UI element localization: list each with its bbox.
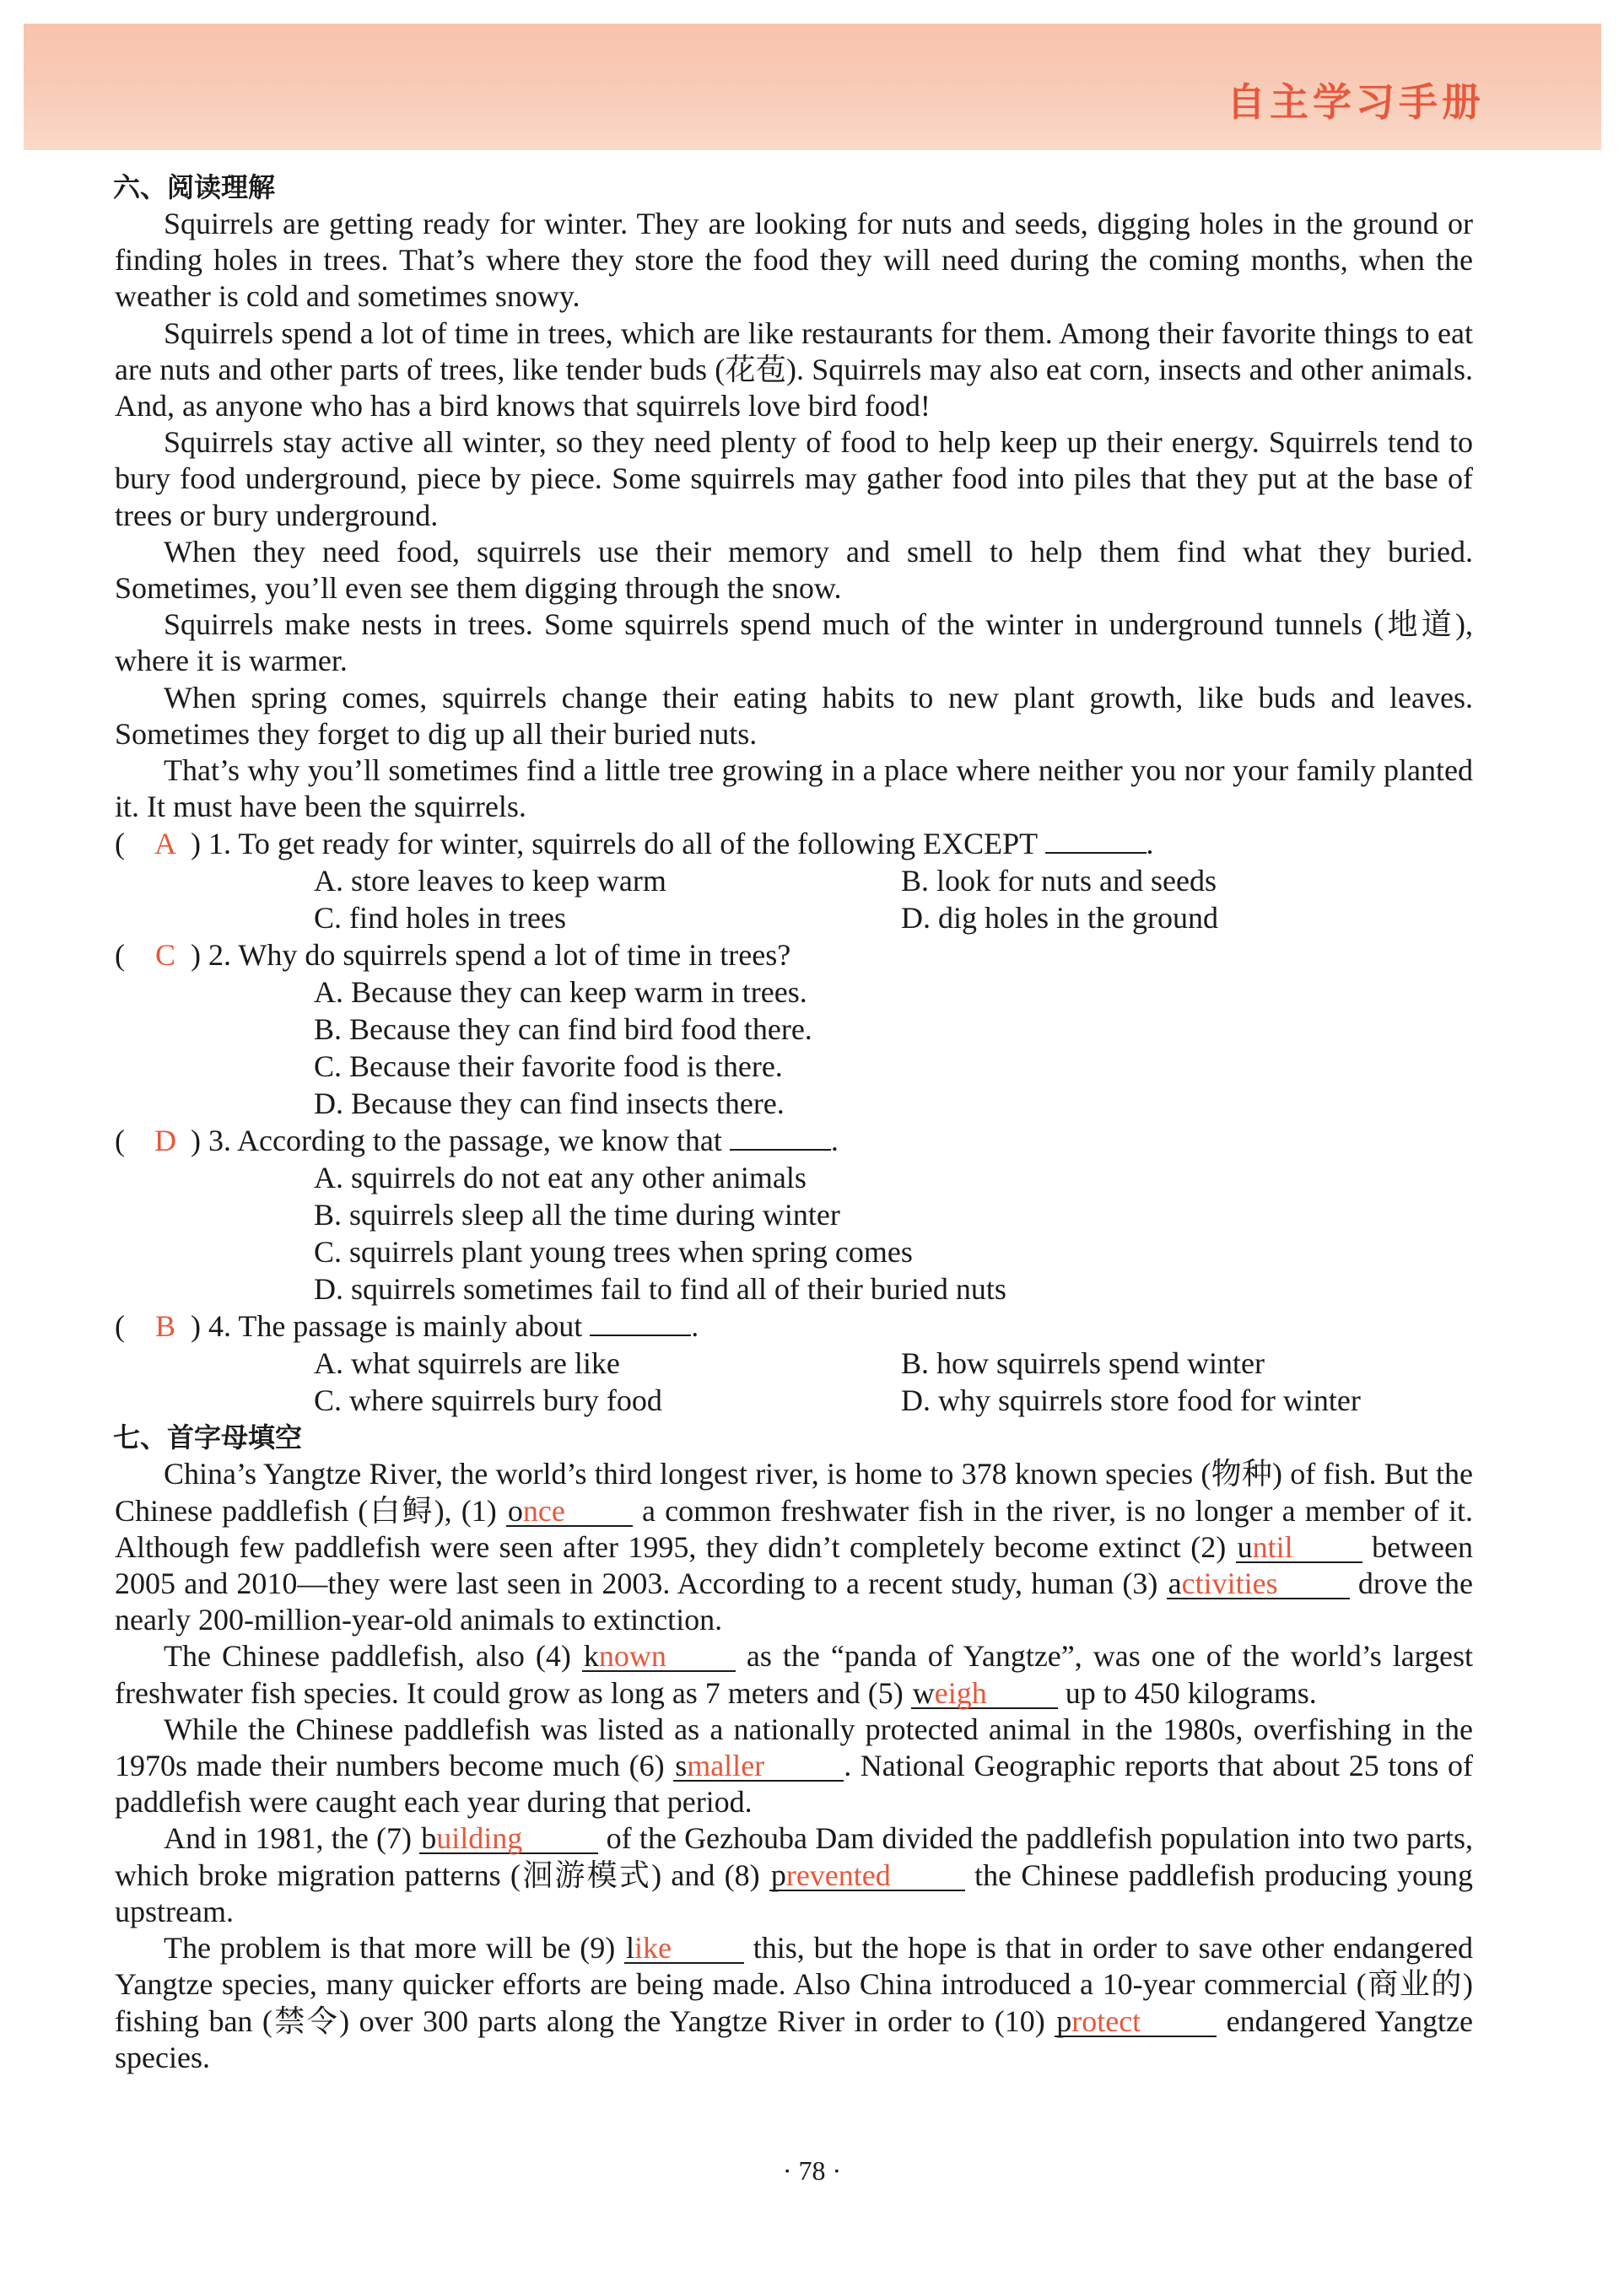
reading-passage bbox=[115, 206, 1473, 825]
fill-blank-5 bbox=[911, 1675, 1058, 1710]
blank-initial: p bbox=[770, 1858, 786, 1892]
cloze-paragraph bbox=[115, 1456, 1473, 1638]
text-run: And in 1981, the (7) bbox=[164, 1821, 420, 1856]
blank-answer: uilding bbox=[436, 1821, 523, 1856]
answer-letter: D bbox=[154, 1124, 176, 1158]
page-content bbox=[115, 169, 1473, 2076]
open-paren: ( bbox=[115, 827, 125, 861]
blank-answer: ctivities bbox=[1181, 1567, 1278, 1601]
blank-initial: k bbox=[583, 1639, 599, 1674]
section-reading-title: 六、阅读理解 bbox=[113, 171, 276, 203]
answer-letter: B bbox=[154, 1309, 175, 1344]
header-title: 自主学习手册 bbox=[1227, 79, 1485, 125]
text-run: China’s Yangtze River, the world’s third longest river, is home to 378 known species (物种) of fish. But the Chinese paddlefish (白鲟), (1) bbox=[115, 1457, 1473, 1528]
option-c: C. Because their favorite food is there. bbox=[314, 1049, 783, 1084]
options-row bbox=[115, 1048, 1473, 1085]
question-1 bbox=[115, 825, 1473, 862]
question-4 bbox=[115, 1308, 1473, 1345]
text-run: drove the nearly 200-million-year-old animals to extinction. bbox=[115, 1567, 1474, 1637]
options-row bbox=[115, 1196, 1473, 1233]
text-run: The Chinese paddlefish, also (4) bbox=[164, 1639, 582, 1674]
blank-initial: u bbox=[1237, 1529, 1253, 1564]
answer-letter: A bbox=[154, 827, 176, 861]
question-2 bbox=[115, 936, 1473, 973]
passage-paragraph: That’s why you’ll sometimes find a little tree growing in a place where neither you nor your family planted it. It must have been the squirrels. bbox=[115, 753, 1473, 824]
open-paren: ( bbox=[115, 1124, 125, 1158]
blank-answer: revented bbox=[785, 1858, 891, 1892]
question-suffix: . bbox=[691, 1309, 699, 1344]
cloze-passage bbox=[115, 1456, 1473, 2075]
option-d: D. Because they can find insects there. bbox=[314, 1087, 785, 1121]
text-run: The problem is that more will be (9) bbox=[164, 1931, 625, 1966]
option-a: A. store leaves to keep warm bbox=[314, 864, 666, 898]
fill-blank-10 bbox=[1055, 2003, 1217, 2038]
answer-letter: C bbox=[154, 938, 175, 973]
options-row bbox=[115, 1085, 1473, 1122]
cloze-paragraph bbox=[115, 1638, 1473, 1711]
text-run: between 2005 and 2010—they were last seen in 2003. According to a recent study, human (3) bbox=[115, 1529, 1473, 1601]
option-c: C. squirrels plant young trees when spring comes bbox=[314, 1235, 913, 1270]
option-b: B. look for nuts and seeds bbox=[901, 864, 1217, 898]
question-suffix: . bbox=[830, 1124, 839, 1158]
passage-paragraph: When they need food, squirrels use their memory and smell to help them find what they buried. Sometimes, you’ll even see them digging through the snow. bbox=[115, 534, 1473, 606]
fill-blank-8 bbox=[769, 1858, 965, 1892]
option-a: A. squirrels do not eat any other animals bbox=[314, 1161, 807, 1195]
text-run: up to 450 kilograms. bbox=[1057, 1675, 1317, 1710]
option-c: C. find holes in trees bbox=[314, 901, 566, 936]
blank-initial: l bbox=[626, 1931, 635, 1966]
options-row bbox=[115, 1270, 1473, 1308]
option-d: D. why squirrels store food for winter bbox=[901, 1383, 1361, 1418]
option-a: A. Because they can keep warm in trees. bbox=[314, 975, 807, 1010]
text-run: While the Chinese paddlefish was listed as a nationally protected animal in the 1980s, overfishing in the 1970s made their numbers become much (6) bbox=[115, 1712, 1473, 1783]
question-3 bbox=[115, 1122, 1473, 1159]
text-run: this, but the hope is that in order to save other endangered Yangtze species, many quicker efforts are being made. Also China introduced a 10-year commercial (商业的) fishing ban (禁令) over 300 parts along the Yangtze River in order to (10) bbox=[115, 1931, 1473, 2038]
blank-answer: rotect bbox=[1071, 2003, 1141, 2038]
open-paren: ( bbox=[115, 1309, 125, 1344]
option-b: B. Because they can find bird food there. bbox=[314, 1012, 812, 1047]
open-paren: ( bbox=[115, 938, 125, 973]
answer-blank bbox=[1045, 828, 1147, 854]
options-row bbox=[115, 1382, 1473, 1419]
text-run: a common freshwater fish in the river, is no longer a member of it. Although few paddlefish were seen after 1995, they didn’t completely become extinct (2) bbox=[115, 1493, 1473, 1564]
text-run: . National Geographic reports that about 25 tons of paddlefish were caught each year during that period. bbox=[115, 1749, 1473, 1820]
section-cloze-title: 七、首字母填空 bbox=[113, 1421, 303, 1454]
options-row bbox=[115, 1345, 1473, 1382]
cloze-paragraph bbox=[115, 1820, 1473, 1930]
options-row bbox=[115, 862, 1473, 899]
text-run: of the Gezhouba Dam divided the paddlefish population into two parts, which broke migration patterns (洄游模式) and (8) bbox=[115, 1821, 1473, 1892]
page-number: · 78 · bbox=[782, 2155, 842, 2186]
options-row bbox=[115, 1159, 1473, 1196]
question-stem: ) 2. Why do squirrels spend a lot of time in trees? bbox=[191, 938, 791, 973]
question-stem: ) 1. To get ready for winter, squirrels do all of the following EXCEPT bbox=[191, 827, 1038, 861]
question-suffix: . bbox=[1146, 827, 1154, 861]
passage-paragraph: When spring comes, squirrels change their eating habits to new plant growth, like buds and leaves. Sometimes they forget to dig up all their buried nuts. bbox=[115, 680, 1473, 751]
option-c: C. where squirrels bury food bbox=[314, 1383, 662, 1418]
text-run: as the “panda of Yangtze”, was one of the world’s largest freshwater fish species. It could grow as long as 7 meters and (5) bbox=[115, 1639, 1474, 1710]
blank-initial: b bbox=[421, 1821, 437, 1856]
cloze-paragraph bbox=[115, 1712, 1473, 1821]
blank-answer: nce bbox=[522, 1493, 565, 1528]
fill-blank-7 bbox=[419, 1821, 598, 1856]
blank-answer: ike bbox=[634, 1931, 672, 1966]
fill-blank-4 bbox=[582, 1639, 736, 1674]
question-stem: ) 4. The passage is mainly about bbox=[191, 1309, 583, 1344]
blank-answer: nown bbox=[598, 1639, 666, 1674]
passage-paragraph: Squirrels stay active all winter, so they need plenty of food to help keep up their energy. Squirrels tend to bury food underground, piece by piece. Some squirrels may gather food into piles that they put at the base of trees or bury underground. bbox=[115, 425, 1473, 532]
blank-initial: w bbox=[912, 1675, 935, 1710]
question-stem: ) 3. According to the passage, we know that bbox=[191, 1124, 722, 1158]
fill-blank-2 bbox=[1236, 1529, 1362, 1564]
options-row bbox=[115, 1011, 1473, 1048]
text-run: the Chinese paddlefish producing young upstream. bbox=[115, 1858, 1473, 1928]
option-b: B. squirrels sleep all the time during winter bbox=[314, 1198, 840, 1232]
cloze-paragraph bbox=[115, 1930, 1473, 2076]
options-row bbox=[115, 973, 1473, 1011]
fill-blank-9 bbox=[624, 1933, 744, 1964]
option-a: A. what squirrels are like bbox=[314, 1346, 620, 1381]
passage-paragraph: Squirrels make nests in trees. Some squirrels spend much of the winter in underground tunnels (地道), where it is warmer. bbox=[115, 607, 1473, 678]
option-d: D. dig holes in the ground bbox=[901, 901, 1218, 936]
blank-answer: maller bbox=[687, 1749, 765, 1783]
blank-initial: a bbox=[1168, 1567, 1182, 1601]
options-row bbox=[115, 1233, 1473, 1270]
blank-answer: eigh bbox=[934, 1675, 987, 1710]
blank-initial: s bbox=[675, 1749, 688, 1783]
fill-blank-1 bbox=[506, 1493, 633, 1528]
blank-initial: o bbox=[507, 1493, 523, 1528]
blank-answer: ntil bbox=[1252, 1529, 1293, 1564]
answer-blank bbox=[590, 1311, 691, 1336]
passage-paragraph: Squirrels spend a lot of time in trees, which are like restaurants for them. Among their favorite things to eat are nuts and other parts of trees, like tender buds (花苞). Squirrels may also eat corn, insects and other animals. And, as anyone who has a bird knows that squirrels love bird food! bbox=[115, 315, 1473, 423]
option-b: B. how squirrels spend winter bbox=[901, 1346, 1265, 1381]
option-d: D. squirrels sometimes fail to find all of their buried nuts bbox=[314, 1272, 1006, 1307]
blank-initial: p bbox=[1056, 2003, 1072, 2038]
fill-blank-6 bbox=[673, 1751, 844, 1782]
answer-blank bbox=[730, 1125, 831, 1151]
fill-blank-3 bbox=[1167, 1569, 1350, 1599]
passage-paragraph: Squirrels are getting ready for winter. They are looking for nuts and seeds, digging holes in the ground or finding holes in trees. That’s where they store the food they will need during the coming months, when the weather is cold and sometimes snowy. bbox=[115, 207, 1473, 314]
options-row bbox=[115, 899, 1473, 936]
text-run: endangered Yangtze species. bbox=[115, 2003, 1473, 2074]
